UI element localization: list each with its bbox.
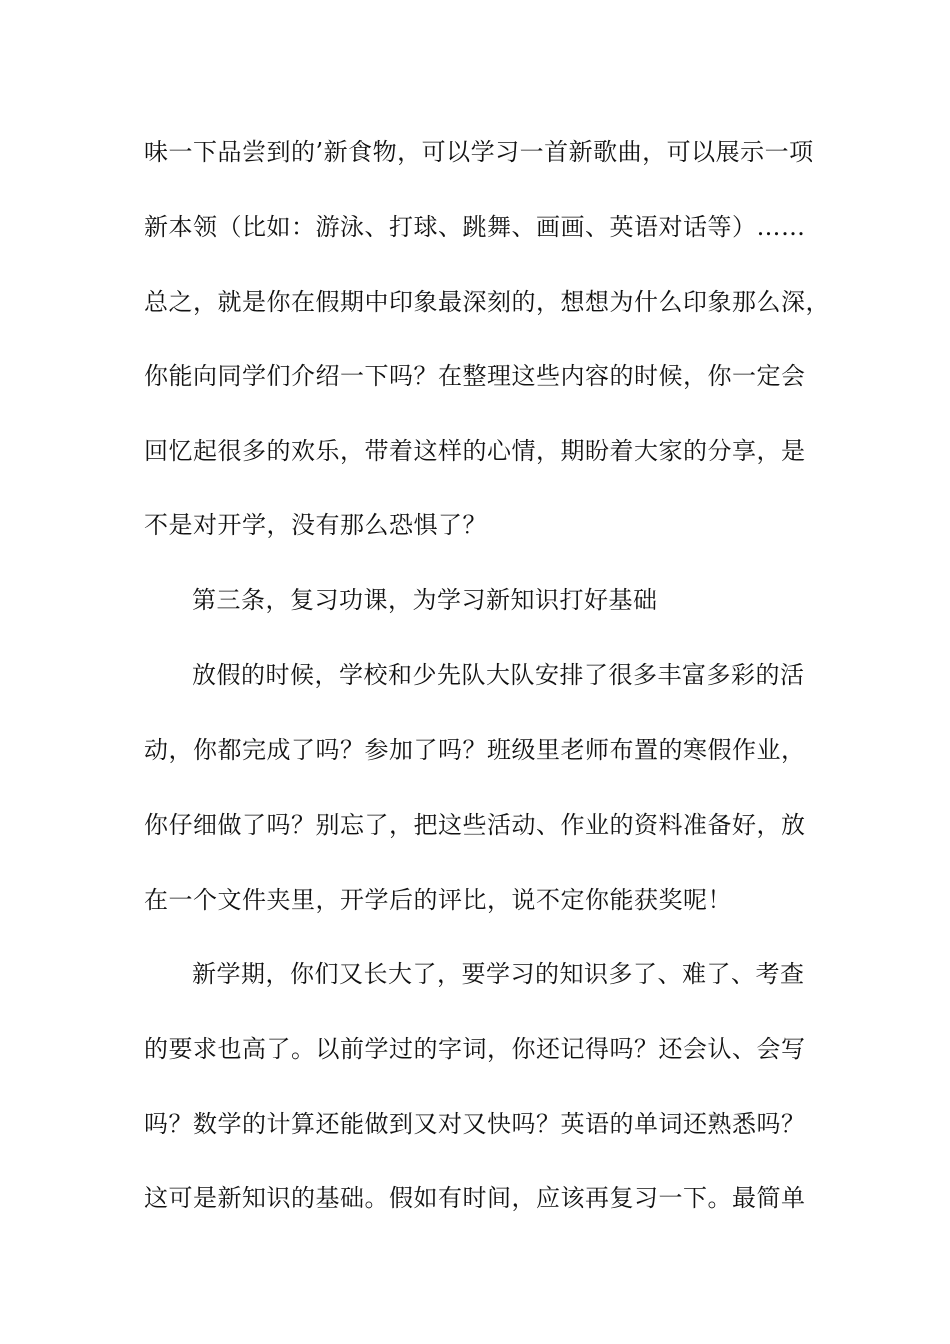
text-line: 回忆起很多的欢乐，带着这样的心情，期盼着大家的分享，是 [144,437,806,465]
text-line: 你仔细做了吗？别忘了，把这些活动、作业的资料准备好，放 [144,811,806,839]
text-line: 味一下品尝到的’新食物，可以学习一首新歌曲，可以展示一项 [144,138,814,166]
section-heading: 第三条，复习功课，为学习新知识打好基础 [192,586,658,614]
text-line: 在一个文件夹里，开学后的评比，说不定你能获奖呢！ [144,886,732,914]
text-line: 新本领（比如：游泳、打球、跳舞、画画、英语对话等）…… [144,213,806,241]
text-line: 不是对开学，没有那么恐惧了？ [144,511,487,539]
text-line: 的要求也高了。以前学过的字词，你还记得吗？还会认、会写 [144,1035,806,1063]
text-line: 这可是新知识的基础。假如有时间，应该再复习一下。最简单 [144,1184,806,1212]
text-line: 你能向同学们介绍一下吗？在整理这些内容的时候，你一定会 [144,362,806,390]
text-line: 动，你都完成了吗？参加了吗？班级里老师布置的寒假作业， [144,736,806,764]
text-line: 总之，就是你在假期中印象最深刻的，想想为什么印象那么深， [144,288,830,316]
text-line: 新学期，你们又长大了，要学习的知识多了、难了、考查 [192,960,805,988]
text-line: 吗？数学的计算还能做到又对又快吗？英语的单词还熟悉吗？ [144,1110,806,1138]
text-line: 放假的时候，学校和少先队大队安排了很多丰富多彩的活 [192,661,805,689]
